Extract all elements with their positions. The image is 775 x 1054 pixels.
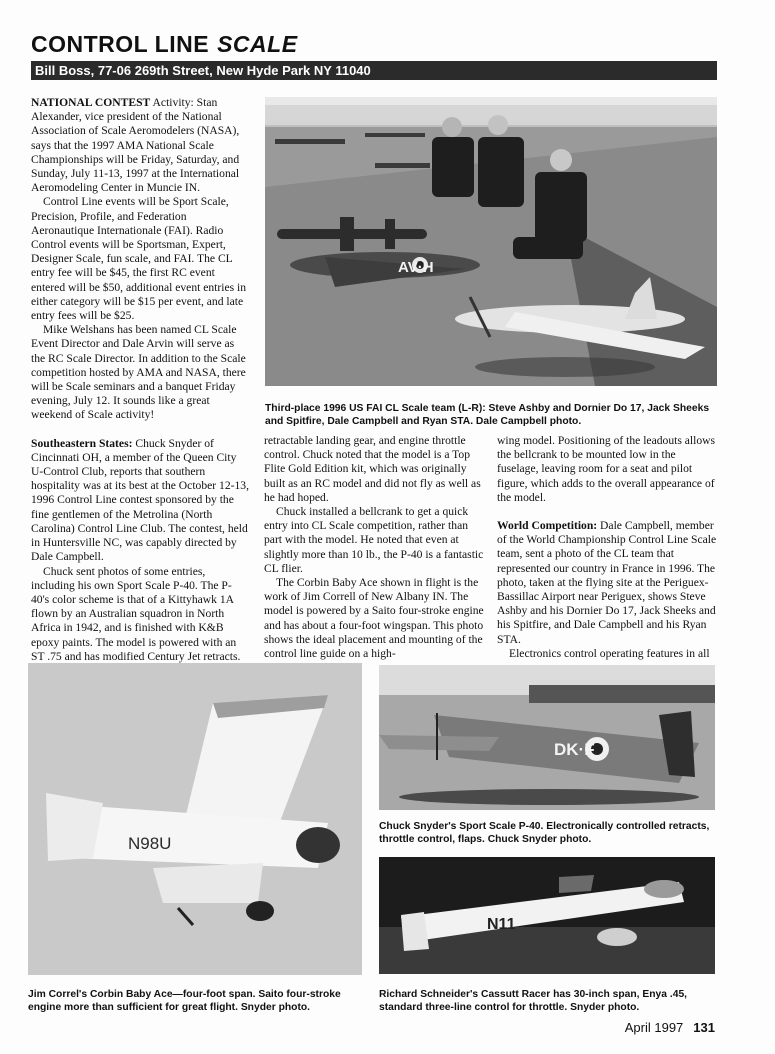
paragraph: NATIONAL CONTEST Activity: Stan Alexander, vice president of the National Association of Scale Aeromodelers (NASA), says that the 1997 AMA National Scale Championships will be Friday, Saturday, and Sunday, July 11-13, 1997 at the International Aeromodeling Center in Muncie IN.: [31, 96, 240, 195]
column-title: [31, 31, 298, 58]
cassutt-photo: [379, 857, 715, 974]
column-1: [31, 96, 249, 678]
paragraph: Chuck installed a bellcrank to get a quick entry into CL Scale competition, rather than part with the model. He noted that even at slightly more than 10 lb., the P-40 is a fantastic CL flier.: [264, 505, 484, 575]
caption-cassutt: Richard Schneider's Cassutt Racer has 30-inch span, Enya .45, standard three-line control for throttle. Snyder photo.: [379, 989, 688, 1013]
p40-photo: [379, 665, 715, 810]
lead-in: Southeastern States:: [31, 436, 133, 450]
paragraph: Southeastern States: Chuck Snyder of Cincinnati OH, a member of the Queen City U-Control Club, reports that southern hospitality was at its best at the October 12-13, 1996 Control Line contest sponsored by the fine gentlemen of the Metrolina (North Carolina) Control Line Club. The contest, held in Huntersville NC, was capably directed by Dale Campbell.: [31, 436, 249, 564]
paragraph: The Corbin Baby Ace shown in flight is the work of Jim Correll of New Albany IN. The model is powered by a Saito four-stroke engine and has about a four-foot wingspan. This photo shows the ideal placement and mounting of the control line guide on a high-: [264, 576, 484, 661]
lead-in: NATIONAL CONTEST: [31, 96, 151, 109]
caption-p40: Chuck Snyder's Sport Scale P-40. Electronically controlled retracts, throttle control, flaps. Chuck Snyder photo.: [379, 821, 710, 845]
paragraph: Control Line events will be Sport Scale, Precision, Profile, and Federation Aeronautique Internationale (FAI). Radio Control events will be Sportsman, Expert, Designer Scale, fun scale, and FAI. The CL entry fee will be $45, the first RC event entered will be $50, additional event entries in either category will be $15 per event, and late entry fees will be $25.: [31, 195, 247, 323]
title-scale: SCALE: [217, 31, 298, 57]
p40-marking: DK·F: [554, 740, 595, 759]
caption-baby-ace: Jim Correl's Corbin Baby Ace—four-foot span. Saito four-stroke engine more than sufficient for great flight. Snyder photo.: [28, 989, 341, 1013]
paragraph: Mike Welshans has been named CL Scale Event Director and Dale Arvin will serve as the RC Scale Director. In addition to the Scale competition hosted by AMA and NASA, there will be Scale seminars and a banquet Friday evening, July 12. It sounds like a great weekend of Scale activity!: [31, 323, 246, 422]
paragraph: Chuck sent photos of some entries, including his own Sport Scale P-40. The P-40's color scheme is that of a Kittyhawk 1A flown by an Australian squadron in North Africa in 1942, and is finished with K&B epoxy paints. The model is powered with an ST .75 and has modified Century Jet retracts.: [31, 564, 241, 663]
baby-ace-marking: N98U: [128, 834, 172, 853]
column-3: [497, 434, 717, 661]
paragraph: retractable landing gear, and engine throttle control. Chuck noted that the model is a Top Flite Gold Edition kit, which was originally built as an RC model and did not fly as well as he had hoped.: [264, 434, 481, 504]
issue-date: April 1997: [624, 1020, 684, 1035]
page-number: 131: [693, 1020, 715, 1035]
caption-team-photo: Third-place 1996 US FAI CL Scale team (L-R): Steve Ashby and Dornier Do 17, Jack Sheeks and Spitfire, Dale Campbell and Ryan STA. Dale Campbell photo.: [265, 403, 710, 427]
cassutt-marking: N11: [487, 916, 516, 933]
paragraph: wing model. Positioning of the leadouts allows the bellcrank to be mounted low in the fuselage, leaving room for a seat and pilot figure, which adds to the overall appearance of the model.: [497, 434, 716, 504]
title-main: CONTROL LINE: [31, 31, 210, 57]
spitfire-marking: AV·H: [398, 259, 434, 276]
page-footer: [625, 1020, 715, 1035]
paragraph: Electronics control operating features in all: [509, 646, 710, 660]
team-photo: [265, 97, 717, 386]
paragraph: World Competition: Dale Campbell, member of the World Championship Control Line Scale team, sent a photo of the CL team that represented our country in France in 1996. The photo, taken at the flying site at the Periguex-Bassillac Airport near Periguex, shows Steve Ashby and his Dornier Do 17, Jack Sheeks and his Spitfire, and Dale Campbell and his Ryan STA.: [497, 519, 717, 646]
author-bar: Bill Boss, 77-06 269th Street, New Hyde Park NY 11040: [31, 61, 717, 80]
lead-in: World Competition:: [497, 519, 598, 533]
column-2: [264, 434, 486, 661]
baby-ace-photo: [28, 663, 362, 975]
